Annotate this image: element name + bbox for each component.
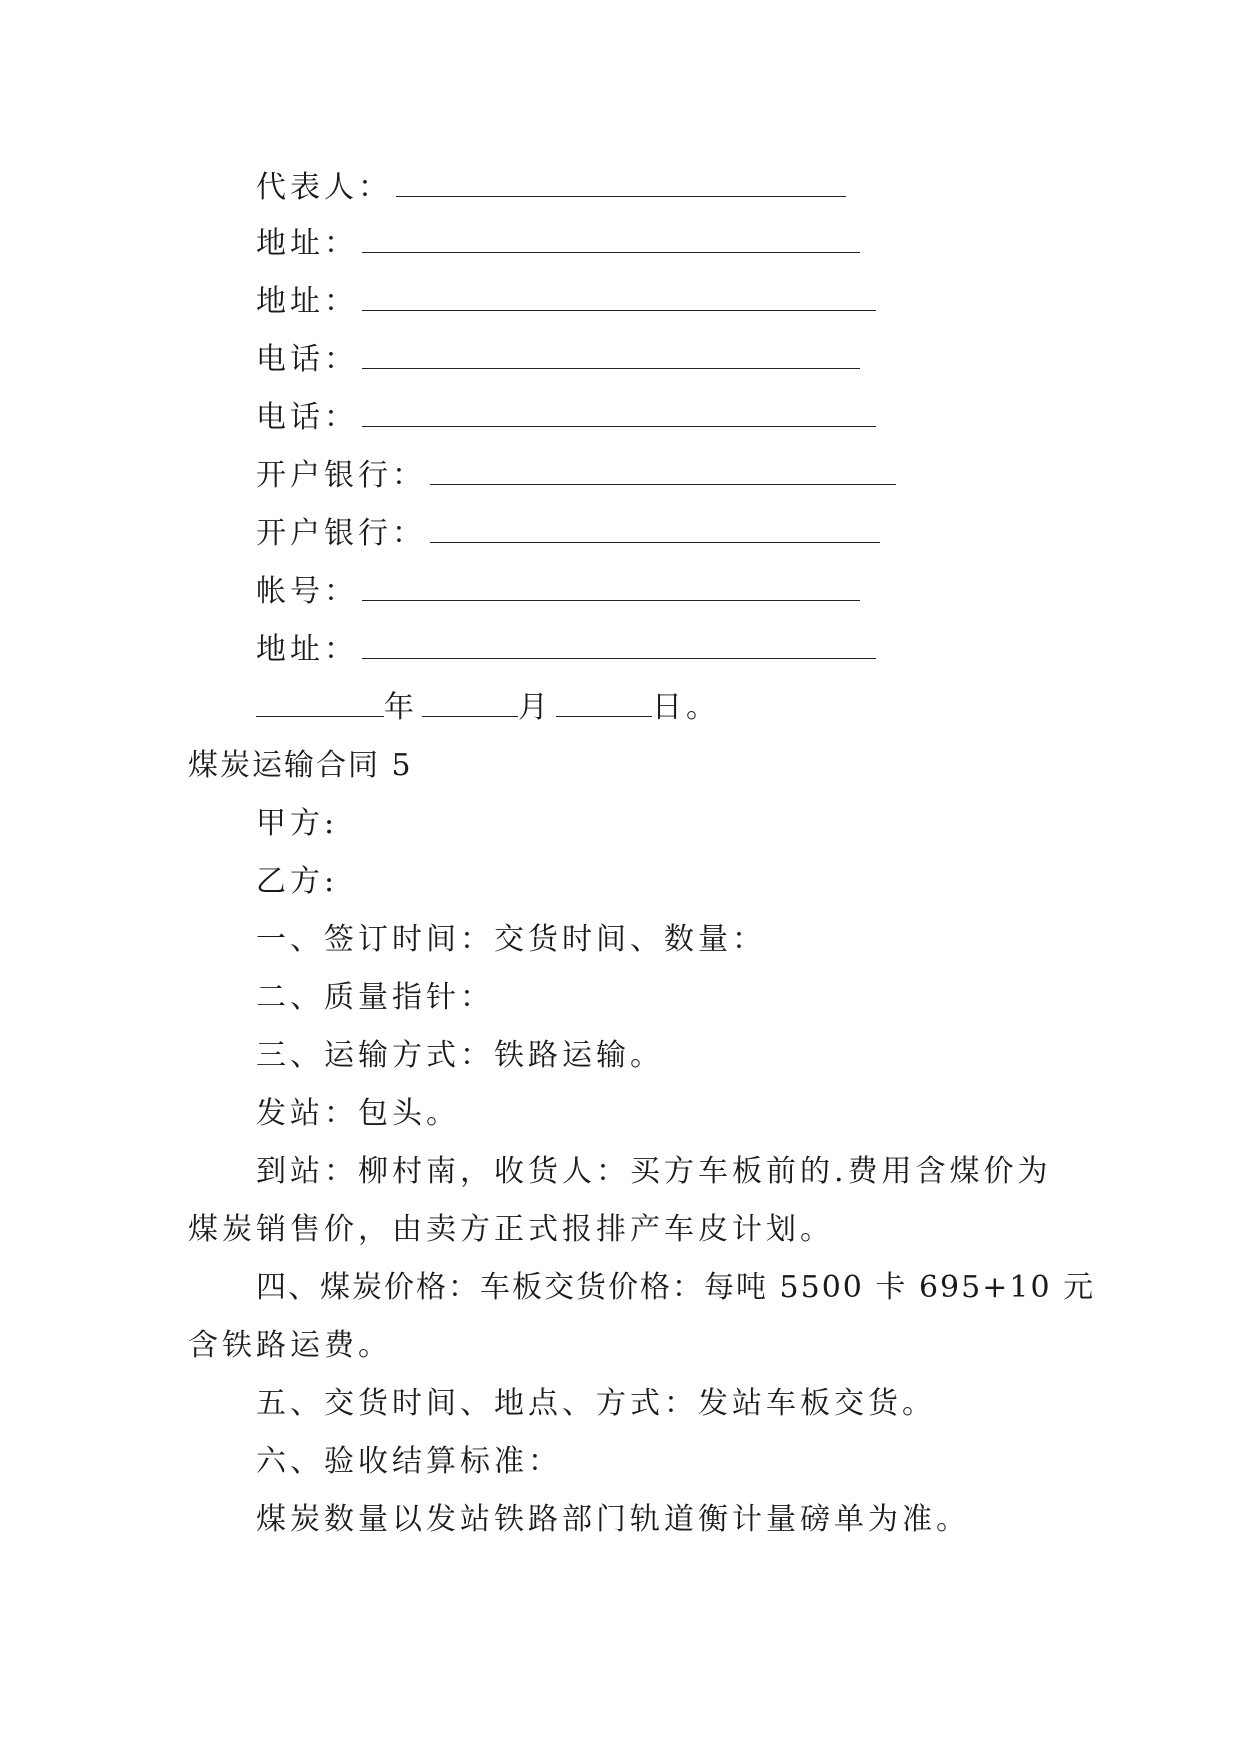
fill-in-blank[interactable] xyxy=(430,458,896,485)
clause-1: 一、签订时间：交货时间、数量： xyxy=(256,922,766,957)
field-label: 开户银行： xyxy=(256,458,426,493)
fill-in-blank[interactable] xyxy=(396,170,846,197)
year-label: 年 xyxy=(384,690,418,725)
party-a: 甲方: xyxy=(256,806,339,841)
arrival-station-line-2: 煤炭销售价，由卖方正式报排产车皮计划。 xyxy=(188,1212,834,1247)
party-b: 乙方: xyxy=(256,864,339,899)
field-label: 帐号： xyxy=(256,574,358,609)
clause-4-line-2: 含铁路运费。 xyxy=(188,1328,392,1363)
day-label: 日。 xyxy=(652,690,720,725)
departure-station: 发站：包头。 xyxy=(256,1096,460,1131)
fill-in-blank[interactable] xyxy=(362,400,876,427)
date-line xyxy=(256,688,720,728)
clause-6: 六、验收结算标准： xyxy=(256,1444,562,1479)
fill-in-blank[interactable] xyxy=(362,226,860,253)
field-representative xyxy=(256,168,846,208)
field-label: 开户银行： xyxy=(256,516,426,551)
field-label: 地址： xyxy=(256,632,358,667)
quantity-standard: 煤炭数量以发站铁路部门轨道衡计量磅单为准。 xyxy=(256,1502,970,1537)
field-bank-1 xyxy=(256,456,896,496)
field-address-2 xyxy=(256,282,876,322)
year-blank[interactable] xyxy=(256,690,384,717)
contract-title: 煤炭运输合同 5 xyxy=(188,748,413,783)
fill-in-blank[interactable] xyxy=(362,284,876,311)
day-blank[interactable] xyxy=(556,690,652,717)
clause-4-line-1: 四、煤炭价格：车板交货价格：每吨 5500 卡 695+10 元 xyxy=(256,1270,1096,1305)
field-phone-2 xyxy=(256,398,876,438)
arrival-station-line-1: 到站：柳村南，收货人：买方车板前的.费用含煤价为 xyxy=(256,1154,1052,1189)
fill-in-blank[interactable] xyxy=(430,516,880,543)
field-label: 地址： xyxy=(256,226,358,261)
month-blank[interactable] xyxy=(422,690,518,717)
field-address-3 xyxy=(256,630,876,670)
month-label: 月 xyxy=(518,690,552,725)
clause-2: 二、质量指针： xyxy=(256,980,494,1015)
clause-5: 五、交货时间、地点、方式：发站车板交货。 xyxy=(256,1386,936,1421)
field-label: 代表人： xyxy=(256,170,392,205)
field-account xyxy=(256,572,860,612)
fill-in-blank[interactable] xyxy=(362,342,860,369)
fill-in-blank[interactable] xyxy=(362,574,860,601)
clause-3: 三、运输方式：铁路运输。 xyxy=(256,1038,664,1073)
field-bank-2 xyxy=(256,514,880,554)
field-label: 电话： xyxy=(256,400,358,435)
field-label: 电话： xyxy=(256,342,358,377)
field-address-1 xyxy=(256,224,860,264)
field-label: 地址： xyxy=(256,284,358,319)
field-phone-1 xyxy=(256,340,860,380)
fill-in-blank[interactable] xyxy=(362,632,876,659)
